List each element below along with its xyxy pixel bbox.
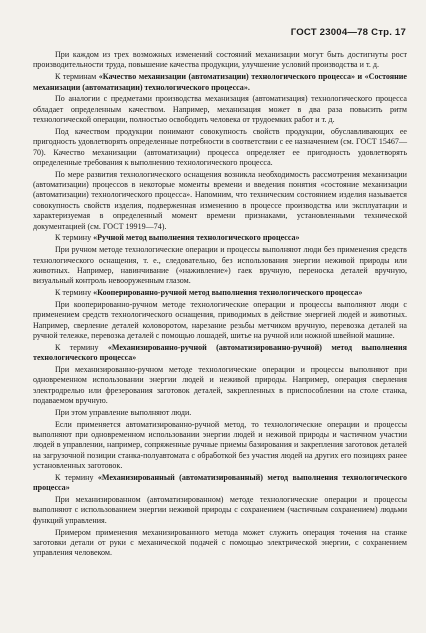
- paragraph: По аналогии с предметами производства механизация (автоматизация) технологического процесса обладает определенным качеством. Например, механизация может в два раза повысить ритм технологической операции, полностью освободить человека от трудоемких работ и т. д.: [33, 94, 407, 125]
- heading-lead: К термину: [55, 472, 98, 482]
- page-number: Стр. 17: [371, 27, 406, 38]
- heading-term: «Качество механизации (автоматизации) технологического процесса» и «Состояние механизации (автоматизации) технологического процесса».: [33, 72, 407, 92]
- paragraph: При механизированно-ручном методе технологические операции и процессы выполняют при одновременном использовании энергии людей и неживой природы. Например, операция сверления электродрелью или фрезерования заготовок деталей, закрепленных в приспособлении на столе станка, подаваемом вручную.: [33, 364, 407, 405]
- heading-lead: К термину: [55, 233, 94, 243]
- section-heading: [33, 72, 407, 93]
- document-body: [33, 50, 407, 559]
- paragraph: При кооперированно-ручном методе технологические операции и процессы выполняют люди с применением средств технологического оснащения, приводимых в действие энергией людей и животных. Например, сверление деталей коловоротом, нарезание резьбы метчиком вручную, перевозка деталей на ручной тележке, перевозка деталей с помощью лошадей, шитье на ручной или ножной швейной машине.: [33, 299, 407, 340]
- section-heading: [33, 473, 407, 494]
- heading-lead: К терминам: [55, 72, 99, 82]
- standard-number: ГОСТ 23004—78: [290, 27, 369, 38]
- paragraph: При этом управление выполняют люди.: [55, 407, 192, 417]
- paragraph: При механизированном (автоматизированном) методе технологические операции и процессы выполняют с использованием энергии неживой природы с сохранением (частичным сохранением) людьми функций управления.: [33, 495, 407, 525]
- paragraph: Если применяется автоматизированно-ручной метод, то технологические операции и процессы выполняют при одновременном использовании энергии людей и неживой природы и частичном участии людей в управлении, например, сопряженные ручные приемы базирования и закрепления заготовок деталей на загрузочной позиции станка-полуавтомата с обработкой без участия людей на других его позициях ранее установленных заготовок.: [33, 419, 407, 471]
- heading-lead: К термину: [55, 342, 108, 352]
- paragraph: Примером применения механизированного метода может служить операция точения на станке заготовки детали от руки с механической подачей с помощью электрической энергии, с сохранением управления человеком.: [33, 527, 407, 558]
- heading-lead: К термину: [55, 288, 94, 298]
- paragraph: При ручном методе технологические операции и процессы выполняют люди без применения средств технологического оснащения, т. е., следовательно, без использования энергии неживой природы или животных. Например, навинчивание («наживление») гаек вручную, переноска деталей вручную, визуальный контроль невооруженным глазом.: [33, 245, 407, 286]
- paragraph: По мере развития технологического оснащения возникла необходимость рассмотрения механизации (автоматизации) процессов в некоторые моменты времени и введения понятия «состояние механизации (автоматизации) технологического процесса». Напомним, что техническим состоянием изделия называется совокупность свойств изделия, подверженная изменению в процессе производства или эксплуатации и характеризуемая в определенный момент времени признаками, установленными технической документацией (см. ГОСТ 19919—74).: [33, 169, 407, 231]
- section-heading: [33, 288, 407, 298]
- page-header: [291, 27, 406, 38]
- heading-term: «Ручной метод выполнения технологического процесса»: [93, 233, 300, 243]
- paragraph: Под качеством продукции понимают совокупность свойств продукции, обуславливающих ее пригодность удовлетворять определенные потребности в соответствии с ее назначением (см. ГОСТ 15467—70). Качество механизации (автоматизации) процесса определяет ее пригодность удовлетворять определенные требования к выполнению технологического процесса.: [33, 126, 407, 167]
- paragraph: При каждом из трех возможных изменений состояний механизации могут быть достигнуты рост производительности труда, повышение качества продукции, улучшение условий производства и т. д.: [33, 50, 407, 70]
- heading-term: «Механизированный (автоматизированный) метод выполнения технологического процесса»: [33, 472, 407, 493]
- heading-term: «Кооперированно-ручной метод выполнения технологического процесса»: [93, 288, 363, 298]
- heading-term: «Механизированно-ручной (автоматизированно-ручной) метод выполнения технологического процесса»: [33, 342, 407, 363]
- section-heading: [33, 343, 407, 364]
- section-heading: [33, 233, 407, 243]
